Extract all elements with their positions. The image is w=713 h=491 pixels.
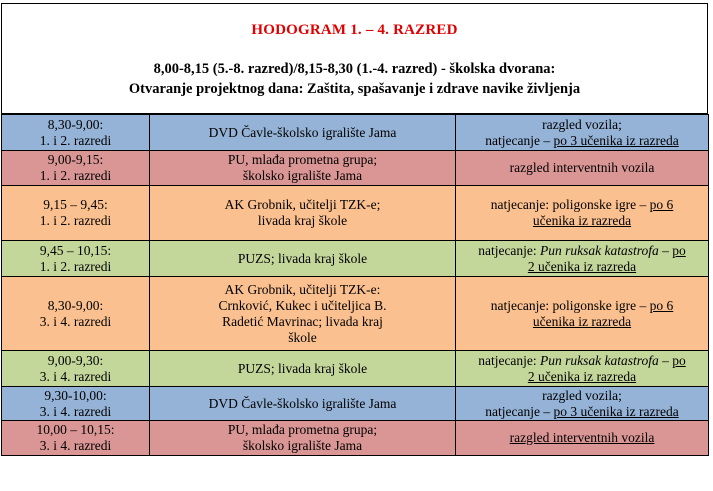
activity-line xyxy=(459,213,705,229)
activity-line xyxy=(459,353,705,369)
schedule-row xyxy=(2,421,709,456)
schedule-row xyxy=(2,186,709,241)
grade-label: 3. i 4. razredi xyxy=(39,403,112,419)
location-cell xyxy=(150,387,456,421)
activity-text: natjecanje – xyxy=(485,132,554,148)
activity-text: – xyxy=(658,352,673,368)
time-cell xyxy=(2,241,150,277)
activity-line xyxy=(459,314,705,330)
activity-text: Pun ruksak katastrofa xyxy=(540,352,659,368)
activity-text: po 3 učenika iz razreda xyxy=(553,403,679,419)
location-line: školsko igralište Jama xyxy=(242,438,363,453)
schedule-row xyxy=(2,151,709,186)
activity-text: razgled interventnih vozila xyxy=(509,160,655,175)
location-line: PUZS; livada kraj škole xyxy=(237,360,368,376)
location-cell xyxy=(150,351,456,387)
location-cell xyxy=(150,241,456,277)
activity-text: natjecanje: xyxy=(478,352,541,368)
time-range: 9,30-10,00: xyxy=(44,387,107,403)
activity-text: natjecanje: poligonske igre – xyxy=(490,197,650,212)
activity-text: učenika iz razreda xyxy=(532,313,632,329)
activity-line xyxy=(459,298,705,314)
grade-label: 3. i 4. razredi xyxy=(39,368,112,384)
activity-line xyxy=(459,133,705,149)
grade-label: 3. i 4. razredi xyxy=(39,313,112,329)
activity-text: razgled interventnih vozila xyxy=(509,430,655,445)
opening-time-line: 8,00-8,15 (5.-8. razred)/8,15-8,30 (1.-4. razred) - školska dvorana: xyxy=(153,61,556,77)
location-line: AK Grobnik, učitelji TZK-e; xyxy=(224,197,381,212)
location-cell xyxy=(150,115,456,151)
activity-cell xyxy=(456,387,709,421)
activity-text: natjecanje – xyxy=(485,403,554,419)
location-line: PU, mlađa prometna grupa; xyxy=(227,152,378,167)
activity-text: po 6 xyxy=(649,197,674,212)
location-cell xyxy=(150,186,456,241)
grade-label: 1. i 2. razredi xyxy=(39,132,112,148)
activity-text: natjecanje: poligonske igre – xyxy=(490,297,650,313)
activity-cell xyxy=(456,115,709,151)
time-cell xyxy=(2,151,150,186)
time-range: 9,15 – 9,45: xyxy=(43,197,108,212)
time-cell xyxy=(2,351,150,387)
time-cell xyxy=(2,387,150,421)
activity-cell xyxy=(456,186,709,241)
time-range: 8,30-9,00: xyxy=(47,116,104,132)
time-range: 10,00 – 10,15: xyxy=(36,422,115,437)
activity-line xyxy=(459,388,705,404)
location-cell xyxy=(150,277,456,351)
location-cell xyxy=(150,151,456,186)
activity-line xyxy=(459,117,705,133)
location-line: Radetić Mavrinac; livada kraj xyxy=(222,313,383,329)
activity-line xyxy=(459,404,705,420)
activity-line xyxy=(459,369,705,385)
activity-cell xyxy=(456,351,709,387)
time-cell xyxy=(2,421,150,456)
activity-text: Pun ruksak katastrofa xyxy=(540,242,659,258)
location-line: školsko igralište Jama xyxy=(242,168,363,183)
activity-text: po 3 učenika iz razreda xyxy=(553,132,679,148)
location-line: PU, mlađa prometna grupa; xyxy=(227,422,378,437)
location-line: DVD Čavle-školsko igralište Jama xyxy=(208,395,397,411)
schedule-row xyxy=(2,277,709,351)
location-line: Crnković, Kukec i učiteljica B. xyxy=(218,297,387,313)
activity-line xyxy=(459,430,705,446)
activity-text: učenika iz razreda xyxy=(532,213,632,228)
time-cell xyxy=(2,186,150,241)
location-line: livada kraj škole xyxy=(257,213,348,228)
time-range: 9,00-9,15: xyxy=(47,152,104,167)
activity-line xyxy=(459,243,705,259)
grade-label: 1. i 2. razredi xyxy=(39,168,112,183)
schedule-row xyxy=(2,115,709,151)
schedule-row xyxy=(2,351,709,387)
document-title: HODOGRAM 1. – 4. RAZRED xyxy=(251,22,458,38)
location-line: AK Grobnik, učitelji TZK-e: xyxy=(224,281,381,297)
header-box xyxy=(1,3,708,114)
activity-text: 2 učenika iz razreda xyxy=(527,258,637,274)
time-range: 9,45 – 10,15: xyxy=(39,242,112,258)
time-cell xyxy=(2,115,150,151)
activity-text: natjecanje: xyxy=(478,242,541,258)
activity-text: razgled vozila; xyxy=(542,116,622,132)
grade-label: 1. i 2. razredi xyxy=(39,213,112,228)
grade-label: 3. i 4. razredi xyxy=(39,438,112,453)
activity-text: po xyxy=(672,242,686,258)
schedule-row xyxy=(2,241,709,277)
time-range: 9,00-9,30: xyxy=(47,352,104,368)
time-cell xyxy=(2,277,150,351)
activity-cell xyxy=(456,421,709,456)
activity-line xyxy=(459,160,705,176)
activity-text: po 6 xyxy=(649,297,674,313)
opening-theme-line: Otvaranje projektnog dana: Zaštita, spašavanje i zdrave navike življenja xyxy=(128,81,581,97)
activity-cell xyxy=(456,241,709,277)
activity-line xyxy=(459,259,705,275)
activity-cell xyxy=(456,151,709,186)
location-cell xyxy=(150,421,456,456)
location-line: PUZS; livada kraj škole xyxy=(237,250,368,266)
schedule-table xyxy=(1,114,709,456)
activity-line xyxy=(459,197,705,213)
location-line: DVD Čavle-školsko igralište Jama xyxy=(208,124,397,140)
schedule-row xyxy=(2,387,709,421)
activity-cell xyxy=(456,277,709,351)
location-line: škole xyxy=(288,329,317,345)
time-range: 8,30-9,00: xyxy=(47,297,104,313)
activity-text: razgled vozila; xyxy=(542,387,622,403)
activity-text: po xyxy=(672,352,686,368)
activity-text: 2 učenika iz razreda xyxy=(527,368,637,384)
grade-label: 1. i 2. razredi xyxy=(39,258,112,274)
activity-text: – xyxy=(658,242,673,258)
